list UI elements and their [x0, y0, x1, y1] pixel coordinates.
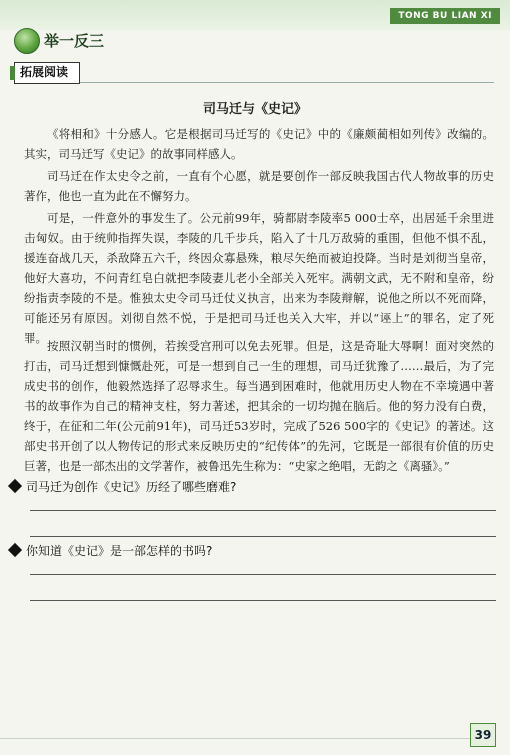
series-label: TONG BU LIAN XI: [390, 8, 500, 24]
paragraph-3: 可是，一件意外的事发生了。公元前99年，骑都尉李陵率5 000士卒，出居延千余里进击匈奴。由于统帅指挥失误，李陵的几千步兵，陷入了十几万敌骑的重围，但他不惧不乱，援连奋战几天，杀敌降五六千，终因众寡悬殊，粮尽矢绝而被迫投降。当时是刘彻当皇帝，他好大喜功，不问青红皂白就把李陵妻儿老小全部关入死牢。满朝文武，无不附和皇帝，纷纷指责李陵的不是。惟独太史令司马迁仗义执言，出来为李陵辩解，说他之所以不死而降，可能还另有原因。刘彻自然不悦，于是把司马迁也关入大牢，并以“诬上”的罪名，定了死罪。: [24, 211, 494, 345]
diamond-bullet-icon: [8, 479, 22, 493]
paragraph-2: 司马迁在作太史令之前，一直有个心愿，就是要创作一部反映我国古代人物故事的历史著作，他也一直为此在不懈努力。: [24, 169, 494, 203]
article-title: 司马迁与《史记》: [202, 102, 307, 117]
sub-label: 拓展阅读: [20, 65, 69, 79]
question-2-text: 你知道《史记》是一部怎样的书吗?: [26, 544, 213, 558]
section-title: 举一反三: [44, 32, 105, 50]
answer-line[interactable]: [30, 510, 496, 511]
footer-rule: [0, 738, 470, 739]
question-1: [10, 478, 236, 495]
answer-line[interactable]: [30, 536, 496, 537]
answer-line[interactable]: [30, 600, 496, 601]
paragraph-1: 《将相和》十分感人。它是根据司马迁写的《史记》中的《廉颇蔺相如列传》改编的。其实，司马迁写《史记》的故事同样感人。: [24, 127, 494, 161]
diamond-bullet-icon: [8, 543, 22, 557]
paragraph-4: 按照汉朝当时的惯例，若挨受宫刑可以免去死罪。但是，这是奇耻大辱啊！面对突然的打击，司马迁想到慷慨赴死，可是一想到自己一生的理想，司马迁犹豫了……最后，为了完成史书的创作，他毅然选择了忍辱求生。每当遇到困难时，他就用历史人物在不幸境遇中著书的故事作为自己的精神支柱，努力著述，把其余的一切均抛在脑后。他的努力没有白费，终于，在征和二年(公元前91年)，司马迁53岁时，完成了526 500字的《史记》的著述。这部史书开创了以人物传记的形式来反映历史的“纪传体”的先河，它既是一部很有价值的历史巨著，也是一部杰出的文学著作，被鲁迅先生称为：“史家之绝唱，无韵之《离骚》。”: [24, 339, 494, 473]
divider: [80, 82, 494, 83]
question-2: [10, 542, 212, 559]
globe-icon: [14, 28, 40, 54]
page-number: 39: [470, 723, 496, 747]
answer-line[interactable]: [30, 574, 496, 575]
question-1-text: 司马迁为创作《史记》历经了哪些磨难?: [26, 480, 237, 494]
